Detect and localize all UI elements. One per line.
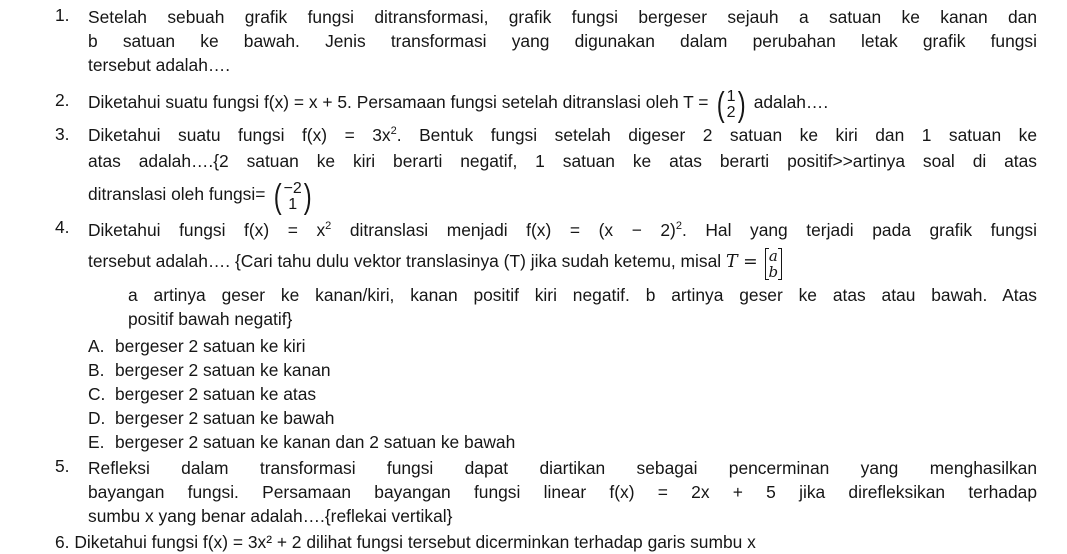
matrix-bottom: b — [768, 262, 779, 281]
question-1 — [0, 5, 1067, 77]
translation-vector: ( 1 2 ) — [716, 85, 746, 124]
question-text-line: 6. Diketahui fungsi f(x) = 3x² + 2 dilihat fungsi tersebut dicerminkan terhadap garis sumbu x — [55, 532, 756, 552]
question-text-line: Diketahui fungsi $f(x) = x^2$ ditranslasi menjadi $f(x) = (x - 2)^2$. Hal yang terjadi pada grafik fungsi — [88, 220, 1037, 240]
translation-vector: ( −2 1 ) — [273, 177, 312, 216]
answer-options — [0, 334, 1067, 454]
hint-text-line: positif bawah negatif} — [128, 309, 293, 329]
question-text-line: tersebut adalah…. {Cari tahu dulu vektor translasinya (T) jika sudah ketemu, misal T = a b — [88, 243, 1037, 279]
vector-bottom: 2 — [726, 103, 736, 121]
question-4-hint — [0, 283, 1067, 331]
question-5 — [0, 456, 1067, 528]
question-text-line — [88, 84, 1037, 124]
translation-matrix — [765, 244, 783, 280]
question-number: 3. — [55, 124, 70, 144]
question-4 — [0, 217, 1067, 279]
matrix-top: a — [768, 246, 778, 265]
question-text-line: Refleksi dalam transformasi fungsi dapat diartikan sebagai pencerminan yang menghasilkan — [88, 458, 1037, 478]
question-text-line: Setelah sebuah grafik fungsi ditransformasi, grafik fungsi bergeser sejauh a satuan ke kanan dan — [88, 7, 1037, 27]
hint-text-line: a artinya geser ke kanan/kiri, kanan positif kiri negatif. b artinya geser ke atas atau bawah. Atas — [128, 285, 1037, 305]
vector-top: −2 — [283, 179, 302, 197]
question-text-line: sumbu x yang benar adalah….{reflekai vertikal} — [88, 506, 453, 526]
question-text-line: ditranslasi oleh fungsi= ( −2 1 ) — [88, 174, 1037, 214]
question-text-line: b satuan ke bawah. Jenis transformasi yang digunakan dalam perubahan letak grafik fungsi — [88, 31, 1037, 51]
question-text: adalah…. — [753, 92, 829, 112]
answer-option-b: B. bergeser 2 satuan ke kanan — [88, 360, 331, 380]
answer-option-d: D. bergeser 2 satuan ke bawah — [88, 408, 335, 428]
answer-option-e: E. bergeser 2 satuan ke kanan dan 2 satuan ke bawah — [88, 432, 516, 452]
question-number: 4. — [55, 217, 70, 237]
answer-option-c: C. bergeser 2 satuan ke atas — [88, 384, 317, 404]
question-3 — [0, 122, 1067, 214]
answer-option-a: A. bergeser 2 satuan ke kiri — [88, 336, 306, 356]
vector-symbol: T = — [725, 252, 758, 272]
question-number: 5. — [55, 456, 70, 476]
question-text-line: Diketahui suatu fungsi $f(x) = 3x^2$. Bentuk fungsi setelah digeser 2 satuan ke kiri dan 1 satuan ke — [88, 125, 1037, 145]
question-6-partial — [55, 530, 1045, 552]
question-text-line: bayangan fungsi. Persamaan bayangan fungsi linear f(x) = 2x + 5 jika direfleksikan terhadap — [88, 482, 1037, 502]
vector-bottom: 1 — [288, 195, 298, 213]
vector-top: 1 — [726, 87, 736, 105]
question-text-line: atas adalah….{2 satuan ke kiri berarti negatif, 1 satuan ke atas berarti positif>>artinya soal di atas — [88, 151, 1037, 171]
question-text: Diketahui suatu fungsi f(x) = x + 5. Persamaan fungsi setelah ditranslasi oleh T = — [88, 92, 709, 112]
question-number: 1. — [55, 5, 70, 25]
question-2 — [0, 84, 1067, 124]
question-text-line: tersebut adalah…. — [88, 55, 231, 75]
question-number: 2. — [55, 90, 70, 110]
